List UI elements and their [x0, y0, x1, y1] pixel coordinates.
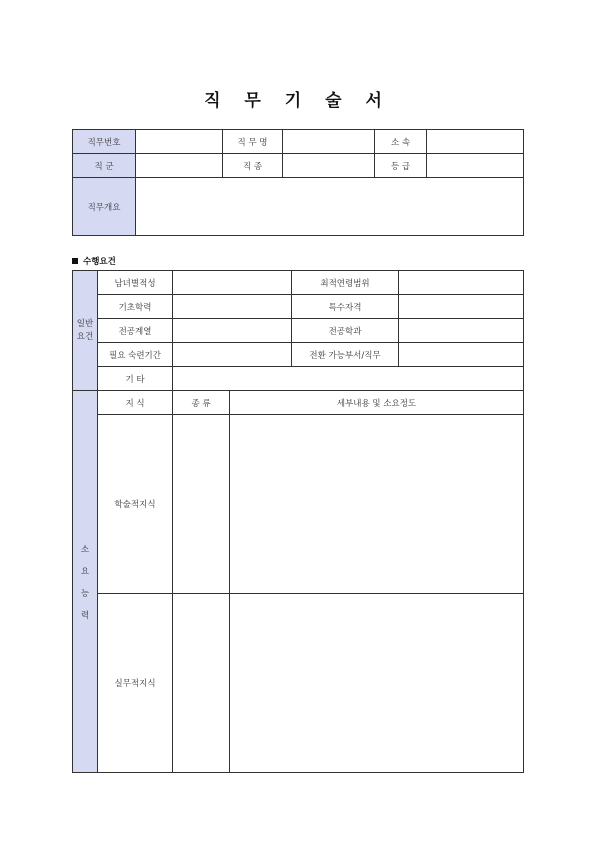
general-group-label-1: 일반 — [76, 318, 94, 329]
major-field-value[interactable] — [173, 319, 292, 343]
transferable-dept-label: 전환 가능부서/직무 — [292, 343, 399, 367]
abilities-char-1: 소 — [80, 544, 90, 555]
page-title: 직 무 기 술 서 — [204, 91, 391, 111]
academic-knowledge-type[interactable] — [173, 415, 230, 594]
academic-knowledge-details[interactable] — [230, 415, 524, 594]
transferable-dept-value[interactable] — [399, 343, 524, 367]
knowledge-column-header: 지 식 — [98, 391, 173, 415]
affiliation-value[interactable] — [427, 130, 524, 154]
gender-suitability-value[interactable] — [173, 271, 292, 295]
abilities-char-2: 요 — [80, 566, 90, 577]
practical-knowledge-label: 실무적지식 — [98, 594, 173, 773]
gender-suitability-label: 남녀별적성 — [98, 271, 173, 295]
grade-value[interactable] — [427, 154, 524, 178]
academic-knowledge-label: 학술적지식 — [98, 415, 173, 594]
job-name-value[interactable] — [283, 130, 375, 154]
job-summary-label: 직무개요 — [73, 178, 136, 236]
job-number-value[interactable] — [136, 130, 223, 154]
affiliation-label: 소 속 — [375, 130, 427, 154]
optimal-age-value[interactable] — [399, 271, 524, 295]
job-info-table — [72, 129, 524, 236]
details-column-header: 세부내용 및 소요정도 — [230, 391, 524, 415]
practical-knowledge-type[interactable] — [173, 594, 230, 773]
general-requirements-group — [73, 271, 98, 391]
other-label: 기 타 — [98, 367, 173, 391]
job-summary-value[interactable] — [136, 178, 524, 236]
job-group-value[interactable] — [136, 154, 223, 178]
abilities-char-3: 능 — [80, 588, 90, 599]
job-type-label: 직 종 — [223, 154, 283, 178]
basic-education-value[interactable] — [173, 295, 292, 319]
square-bullet-icon — [72, 258, 78, 264]
abilities-char-4: 력 — [80, 610, 90, 621]
job-type-value[interactable] — [283, 154, 375, 178]
job-name-label: 직 무 명 — [223, 130, 283, 154]
special-qualification-label: 특수자격 — [292, 295, 399, 319]
major-department-label: 전공학과 — [292, 319, 399, 343]
training-period-value[interactable] — [173, 343, 292, 367]
basic-education-label: 기초학력 — [98, 295, 173, 319]
other-value[interactable] — [173, 367, 524, 391]
practical-knowledge-details[interactable] — [230, 594, 524, 773]
major-field-label: 전공계열 — [98, 319, 173, 343]
job-group-label: 직 군 — [73, 154, 136, 178]
requirements-table — [72, 270, 524, 773]
grade-label: 등 급 — [375, 154, 427, 178]
section-heading — [72, 255, 116, 267]
job-number-label: 직무번호 — [73, 130, 136, 154]
special-qualification-value[interactable] — [399, 295, 524, 319]
major-department-value[interactable] — [399, 319, 524, 343]
optimal-age-label: 최적연령범위 — [292, 271, 399, 295]
type-column-header: 종 류 — [173, 391, 230, 415]
section-title: 수행요건 — [83, 257, 116, 267]
training-period-label: 필요 숙련기간 — [98, 343, 173, 367]
required-abilities-group — [73, 391, 98, 773]
general-group-label-2: 요건 — [76, 331, 94, 342]
